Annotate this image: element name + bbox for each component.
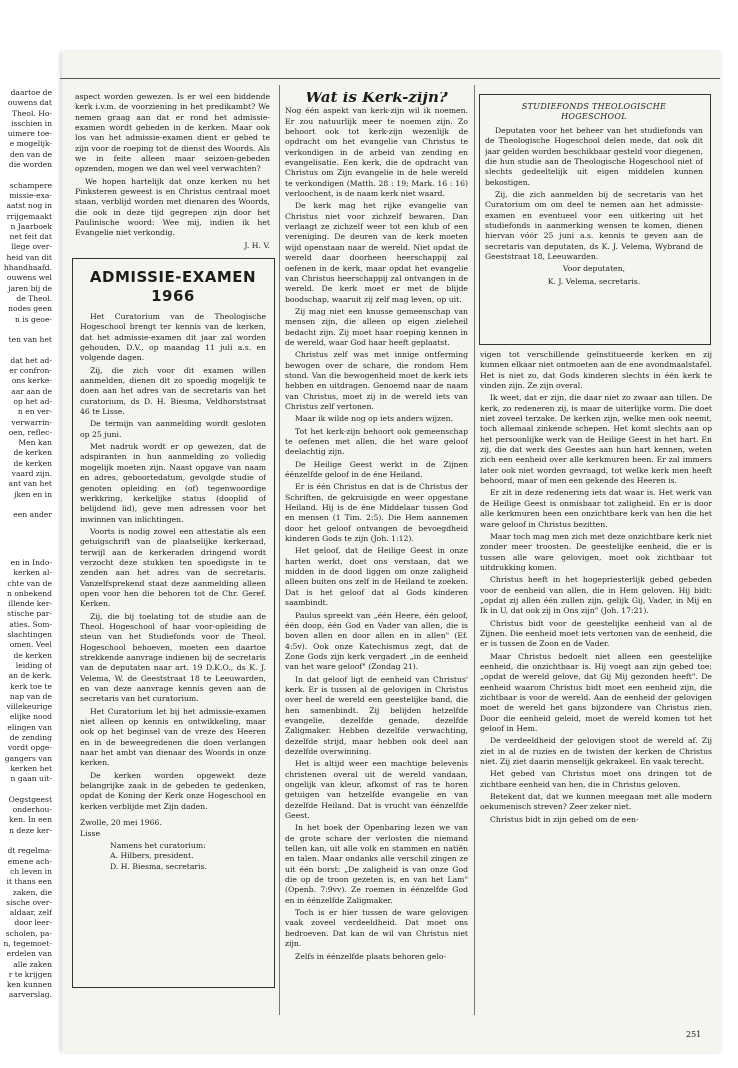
right-paragraph: Christus heeft in het hogepriesterlijk gebed gebeden voor de eenheid van allen, die in Hem geloven. Hij bidt: „opdat zij allen één zullen zijn, gelijk Gij, Vader, in Mij en Ik in U, dat ook zij in Ons zijn" (Joh. 17:21).	[480, 575, 712, 616]
article-paragraph: Christus zelf was met innige ontferming bewogen over de schare, die rondom Hem stond. Van die bewogenheid moet de kerk iets hebben en uitdragen. Genoemd naar de naam van Christus, moet zij in de wereld iets van Christus zelf vertonen.	[285, 350, 468, 411]
edge-line: ant van het	[8, 479, 52, 489]
right-paragraph: vigen tot verschillende geïnstitueerde kerken en zij kunnen elkaar niet ontmoeten aan de ene avondmaalstafel. Het is niet zo, dat Gods kinderen slechts in één kerk te vinden zijn. Ze zijn overal.	[480, 350, 712, 391]
article-paragraph: In het boek der Openbaring lezen we van de grote schare der verlosten die niemand tellen kan, uit alle volk en stammen en natiën en talen. Maar ondanks alle verschil zingen ze uit één borst: „De zaligheid is van onze God die op de troon gezeten is, en van het Lam" (Openb. 7:9vv). Ze roemen in éénzelfde God en in éénzelfde Zaligmaker.	[285, 823, 468, 905]
edge-line: door leer-	[14, 918, 52, 928]
edge-line: aldaar, zelf	[9, 908, 52, 918]
article-paragraph: Toch is er hier tussen de ware gelovigen vaak zoveel verdeeldheid. Dat moet ons bedroeven. Dat kan de wil van Christus niet zijn.	[285, 908, 468, 949]
edge-line: net feit dat	[9, 232, 52, 242]
edge-line: sische over-	[6, 897, 52, 907]
edge-line: vordt opge-	[7, 743, 52, 753]
admissie-p4: Met nadruk wordt er op gewezen, dat de adspiranten in hun aanmelding zo volledig mogelijk moeten zijn. Naast opgave van naam en adres, geboortedatum, gevolgde studie of genoten opleiding en (of) tegenwoordige werkkring, kerkelijke status (dooplid of belijdend lid), geve men adressen voor het inwinnen van inlichtingen.	[80, 442, 266, 524]
previous-page-edge-lower	[0, 558, 52, 1001]
edge-line: aarverslag.	[8, 990, 52, 1000]
edge-line: emene ach-	[7, 856, 52, 866]
edge-line: schampere	[9, 180, 52, 190]
edge-line: zaken, die	[12, 887, 52, 897]
edge-line: die worden	[8, 160, 52, 170]
edge-line	[0, 500, 52, 510]
article-paragraph: Het geloof, dat de Heilige Geest in onze harten werkt, doet ons verstaan, dat we midden in de dood liggen om onze zaligheid alleen buiten ons zelf in de Heiland te zoeken. Dat is het geloof dat al Gods kinderen saambindt.	[285, 546, 468, 608]
edge-line: den van de	[9, 149, 52, 159]
edge-line	[0, 345, 52, 355]
edge-line: e mogelijk-	[9, 139, 52, 149]
edge-line: kerken al-	[13, 568, 52, 578]
edge-line: aar aan de	[11, 386, 52, 396]
right-paragraph: Christus bidt voor de geestelijke eenheid van al de Zijnen. Die eenheid moet iets vertonen van de eenheid, die er is tussen de Zoon en de Vader.	[480, 618, 712, 649]
article-paragraph: Zij mag niet een knusse gemeenschap van mensen zijn, die alleen op eigen zieleheil bedacht zijn. Zij moet haar roeping kennen in de wereld, waar God haar heeft geplaatst.	[285, 306, 468, 347]
edge-line: ten van het	[8, 335, 52, 345]
signatory-president: A. Hilbers, president.	[110, 851, 194, 861]
edge-line: Theol. Ho-	[11, 108, 52, 118]
edge-line: de kerken	[13, 650, 52, 660]
edge-line: isschien in	[11, 118, 52, 128]
names-intro: Namens het curatorium:	[110, 840, 206, 850]
column-1-intro	[75, 92, 270, 257]
article-paragraph: De Heilige Geest werkt in de Zijnen éénzelfde geloof in de éne Heiland.	[285, 459, 468, 480]
studiefonds-p1: Deputaten voor het beheer van het studiefonds van de Theologische Hogeschool delen mede, dat ook dit jaar gelden worden beschikbaar gesteld voor diegenen, die hun studie aan de Theologische Hogeschool niet of slechts gedeeltelijk uit eigen middelen kunnen bekostigen.	[485, 126, 703, 187]
edge-line: Men kan	[18, 438, 52, 448]
edge-line: omen. Veel	[9, 640, 52, 650]
right-paragraph: Maar Christus bedoelt niet alleen een geestelijke eenheid, die onzichtbaar is. Hij voegt aan zijn gebed toe: „opdat de wereld gelove, dat Gij Mij gezonden heeft". De eenheid waarom Christus bidt moet een eenheid zijn, die zichtbaar is voor de wereld. Aan de eenheid der gelovigen moet de wereld het gans bijzondere van Christus zien. Door die eenheid geleid, moet de wereld komen tot het geloof in Hem.	[480, 651, 712, 734]
edge-line: jken en in	[14, 489, 52, 499]
edge-line: de kerken	[13, 448, 52, 458]
edge-line: onderhou-	[12, 805, 52, 815]
edge-line: nodes geen	[8, 304, 52, 314]
edge-line: jaren bij de	[8, 283, 52, 293]
studiefonds-content	[485, 96, 703, 340]
edge-line: villekeurige	[6, 702, 52, 712]
studiefonds-signature: K. J. Velema, secretaris.	[547, 276, 641, 286]
edge-line: it thans een	[6, 877, 52, 887]
edge-line: gangers van	[4, 753, 52, 763]
edge-line	[0, 170, 52, 180]
article-paragraph: Paulus spreekt van „één Heere, één geloof, één doop, één God en Vader van allen, die is boven allen en door allen en in allen" (Ef. 4:5v). Ook onze Katechismus zegt, dat de Zone Gods zijn kerk vergadert „in de eenheid van het ware geloof" (Zondag 21).	[285, 610, 468, 672]
admissie-title-line-2: 1966	[151, 287, 195, 305]
edge-line: een ander	[13, 510, 52, 520]
edge-line: hhandhaafd.	[3, 263, 52, 273]
edge-line: verwarrin-	[11, 417, 52, 427]
admissie-date: , 20 mei 1966.	[106, 818, 162, 828]
edge-line: n Jaarboek	[10, 221, 52, 231]
edge-line: llege over-	[11, 242, 52, 252]
right-column-body	[480, 350, 712, 825]
admissie-p3: De termijn van aanmelding wordt gesloten op 25 juni.	[80, 419, 266, 439]
edge-line: ons kerke-	[11, 376, 52, 386]
edge-line: ouwens wel	[6, 273, 52, 283]
edge-line: vaard zijn.	[11, 468, 52, 478]
edge-line: nap van de	[9, 691, 52, 701]
edge-line: daartoe de	[10, 88, 52, 97]
edge-line: uimere toe-	[7, 129, 52, 139]
edge-line	[0, 785, 52, 795]
edge-line: aatst nog in	[6, 201, 52, 211]
edge-line: stische par-	[7, 609, 52, 619]
right-column	[480, 350, 712, 1018]
right-paragraph: Christus bidt in zijn gebed om de een-	[490, 814, 639, 824]
edge-line: missie-exa-	[9, 190, 52, 200]
edge-line: dt regelma-	[7, 846, 52, 856]
article-paragraph: Het is altijd weer een machtige belevenis christenen overal uit de wereld vandaan, ongelijk van kleur, afkomst of ras te horen getuigen van hetzelfde evangelie en van dezelfde Heiland. Dat is vrucht van éénzelfde Geest.	[285, 759, 468, 821]
middle-column	[285, 92, 468, 1032]
edge-line: n onbekend	[7, 588, 52, 598]
edge-line: oen, reflec-	[8, 427, 52, 437]
edge-line: kerken het	[10, 763, 52, 773]
article-paragraph: Zelfs in éénzelfde plaats behoren gelo-	[295, 951, 447, 961]
right-paragraph: Ik weet, dat er zijn, die daar niet zo zwaar aan tillen. De kerk, zo redeneren zij, is maar de uiterlijke vorm. Die doet niet zoveel terzake. De kerken zijn, welke men ook neemt, toch allemaal zinkende schepen. Het komt slechts aan op het persoonlijke werk van de Heilige Geest in het hart. En zij, die dat werk des Geestes aan hun hart kennen, weten zich een eenheid over alle kerkmuren heen. Er zal immers later ook niet worden gevraagd, tot welke kerk men heeft behoord, maar of men een gekende des Heeren is.	[480, 393, 712, 486]
edge-line: r te krijgen	[8, 969, 52, 979]
edge-line: rrijgemaakt	[6, 211, 52, 221]
column-divider-2	[474, 85, 475, 1015]
edge-line: ken kunnen	[6, 980, 52, 990]
intro-signature: J. H. V.	[244, 240, 270, 250]
right-paragraph: Betekent dat, dat we kunnen meegaan met alle modern oekumenisch streven? Zeer zeker niet.	[480, 792, 712, 812]
article-paragraph: Maar ik wilde nog op iets anders wijzen.	[295, 414, 454, 424]
edge-line: Oegstgeest	[8, 794, 52, 804]
studiefonds-title: STUDIEFONDS THEOLOGISCHE HOGESCHOOL	[521, 102, 667, 121]
right-paragraph: Maar toch mag men zich met deze onzichtbare kerk niet zonder meer troosten. De geestelijke eenheid, die er is tussen alle ware gelovigen, moet ook zichtbaar tot uitdrukking komen.	[480, 531, 712, 572]
edge-line: op het ad-	[13, 396, 52, 406]
right-paragraph: De verdeeldheid der gelovigen stoot de wereld af. Zij ziet in al de ruzies en de twisten der kerken de Christus niet. Zij ziet daarin menselijk gekrakeel. En vaak terecht.	[480, 736, 712, 767]
admissie-title	[80, 268, 266, 306]
intro-paragraph-2: We hopen hartelijk dat onze kerken nu het Pinksteren geweest is en Christus centraal moet staan, verblijd worden met dienaren des Woords, die ook in deze tijd gegrepen zijn door het Paulinische woord: Wee mij, indien ik het Evangelie niet verkondig.	[75, 176, 270, 238]
edge-line: alle zaken	[13, 959, 52, 969]
edge-line: de Theol.	[16, 293, 52, 303]
edge-line: de zending	[9, 733, 52, 743]
admissie-p8: De kerken worden opgewekt deze belangrijke zaak in de gebeden te gedenken, opdat de Koning der Kerk onze Hogeschool en kerken verblijde met Zijn daden.	[80, 770, 266, 811]
article-paragraph: De kerk mag het rijke evangelie van Christus niet voor zichzelf bewaren. Dan verlaagt ze zichzelf weer tot een klub of een vereniging. De deuren van de kerk moeten wijd openstaan naar de wereld. Niet opdat de wereld daar doorheen heerschappij zal oefenen in de kerk, maar opdat het evangelie van Christus heerschappij zal ontvangen in de wereld. De kerk moet er met de blijde boodschap, waaruit zij zelf mag leven, op uit.	[285, 201, 468, 304]
edge-line: n deze ker-	[9, 825, 52, 835]
intro-paragraph-1: aspect worden gewezen. Is er wel een biddende kerk i.v.m. de voorziening in het predikambt? We nemen graag aan dat er rond het admissie-examen wordt gebeden in de kerken. Maar ook los van het admissie-examen dient er gebed te zijn voor de roeping tot de dienst des Woords. Als we in feite alleen maar seizoen-gebeden opzenden, mogen we dan wel veel verwachten?	[75, 92, 270, 174]
right-paragraph: Er zit in deze redenering iets dat waar is. Het werk van de Heilige Geest is onmisbaar tot zaligheid. En er is door alle kerkmuren heen een onzichtbare kerk van hen die het ware geloof in Christus bezitten.	[480, 488, 712, 529]
admissie-p1: Het Curatorium van de Theologische Hogeschool brengt ter kennis van de kerken, dat het admissie-examen dit jaar zal worden gehouden, D.V., op maandag 11 juli a.s. en volgende dagen.	[80, 312, 266, 363]
article-paragraph: Tot het kerk-zijn behoort ook gemeenschap te oefenen met allen, die het ware geloof deelachtig zijn.	[285, 426, 468, 457]
article-paragraph: Nog één aspekt van kerk-zijn wil ik noemen. Er zou natuurlijk meer te noemen zijn. Zo behoort ook tot kerk-zijn wezenlijk de opdracht om het evangelie van Christus te verkondigen in de arbeid van zending en evangelisatie. Een kerk, die de opdracht van Christus om Zijn evangelie in de hele wereld te verkondigen (Matth. 28 : 19; Mark. 16 : 16) verloochent, is de naam kerk niet waard.	[285, 106, 468, 199]
edge-line: chte van de	[7, 578, 52, 588]
admissie-p5: Voorts is nodig zowel een attestatie als een getuigschrift van de plaatselijke kerkeraad, terwijl aan de kerkeraden dringend wordt verzocht deze stukken ten spoedigste in te zenden aan het adres van de secretaris. Vanzelfsprekend staat deze aanmelding alleen open voor hen die behoren tot de Chr. Geref. Kerken.	[80, 526, 266, 609]
right-paragraph: Het gebed van Christus moet ons dringen tot de zichtbare eenheid van hen, die in Christus geloven.	[480, 769, 712, 789]
edge-line: scholen, pa-	[5, 928, 52, 938]
edge-line: n en ver-	[17, 407, 52, 417]
edge-line: n is geoe-	[14, 314, 52, 324]
article-body	[285, 106, 468, 962]
edge-line: an de kerk.	[8, 671, 52, 681]
admissie-title-line-1: ADMISSIE-EXAMEN	[89, 268, 257, 286]
edge-line: ch leven in	[10, 866, 52, 876]
edge-line: slachtingen	[7, 630, 52, 640]
edge-line: elijke nood	[9, 712, 52, 722]
edge-line	[0, 836, 52, 846]
edge-line: aties. Som-	[9, 619, 52, 629]
admissie-p7: Het Curatorium let bij het admissie-examen niet alleen op kennis en ontwikkeling, maar ook op het beginsel van de vreze des Heeren en in de beweegredenen die doen verlangen naar het ambt van dienaar des Woords in onze kerken.	[80, 706, 266, 768]
previous-page-edge-upper	[0, 88, 52, 520]
edge-line: elingen van	[7, 722, 52, 732]
edge-line: n gaan uit-	[10, 774, 52, 784]
edge-line: n, tegemoet-	[3, 938, 52, 948]
edge-line: er confron-	[9, 366, 52, 376]
place-zwolle: Zwolle	[80, 818, 107, 828]
article-title: Wat is Kerk-zijn?	[305, 92, 448, 106]
article-paragraph: Er is één Christus en dat is de Christus der Schriften, de gekruisigde en weer opgestane Heiland. Hij is de éne Middelaar tussen God en mensen (1 Tim. 2:5). Die Hem aannemen door het geloof ontvangen de bevoegdheid kinderen Gods te zijn (Joh. 1:12).	[285, 482, 468, 544]
top-rule	[60, 78, 720, 79]
studiefonds-p2: Zij, die zich aanmelden bij de secretaris van het Curatorium om om deel te nemen aan het admissie-examen en eventueel voor een uitkering uit het studiefonds in aanmerking wensen te komen, dienen hiervan vóór 25 juni a.s. kennis te geven aan de secretaris van deputaten, ds K. J. Velema, Wybrand de Geeststraat 18, Leeuwarden.	[485, 190, 703, 262]
edge-line: leiding of	[15, 660, 52, 670]
edge-line: ken. In een	[9, 815, 52, 825]
edge-line: en in Indo-	[10, 558, 52, 567]
edge-line: illende ker-	[8, 599, 52, 609]
edge-line: heid van dit	[6, 252, 52, 262]
edge-line: dat het ad-	[10, 355, 52, 365]
admissie-p6: Zij, die bij toelating tot de studie aan de Theol. Hogeschool of haar voor-opleiding de steun van het Studiefonds voor de Theol. Hogeschool behoeven, moeten een daartoe strekkende aanvrage indienen bij de secretaris van de deputaten naar art. 19 D.K.O., ds K. J. Velema, W. de Geeststraat 18 te Leeuwarden, en van deze aanvrage kennis geven aan de secretaris van het curatorium.	[80, 611, 266, 704]
edge-line: erdelen van	[6, 949, 52, 959]
place-lisse: Lisse	[80, 828, 101, 838]
admissie-p2: Zij, die zich voor dit examen willen aanmelden, dienen dit zo spoedig mogelijk te doen aan het adres van de secretaris van het curatorium, ds D. H. Biesma, Veldhorststraat 46 te Lisse.	[80, 365, 266, 417]
admissie-signatories	[110, 841, 266, 872]
page-number: 251	[686, 1030, 702, 1039]
edge-line: ouwens dat	[7, 98, 52, 108]
admissie-examen-content	[80, 260, 266, 982]
article-paragraph: In dat geloof ligt de eenheid van Christus' kerk. Er is tussen al de gelovigen in Christus over heel de wereld een geestelijke band, die hen samenbindt. Zij belijden hetzelfde evangelie, dezelfde genade, dezelfde Zaligmaker. Hebben dezelfde verwachting, dezelfde strijd, maar hebben ook deel aan dezelfde overwinning.	[285, 674, 468, 756]
edge-line: kerk toe te	[10, 681, 52, 691]
studiefonds-closing: Voor deputaten,	[562, 264, 626, 274]
edge-line: de kerken	[13, 458, 52, 468]
admissie-dateline	[80, 818, 266, 839]
signatory-secretary: D. H. Biesma, secretaris.	[110, 861, 207, 871]
edge-line	[0, 325, 52, 335]
column-divider-1	[279, 85, 280, 1015]
